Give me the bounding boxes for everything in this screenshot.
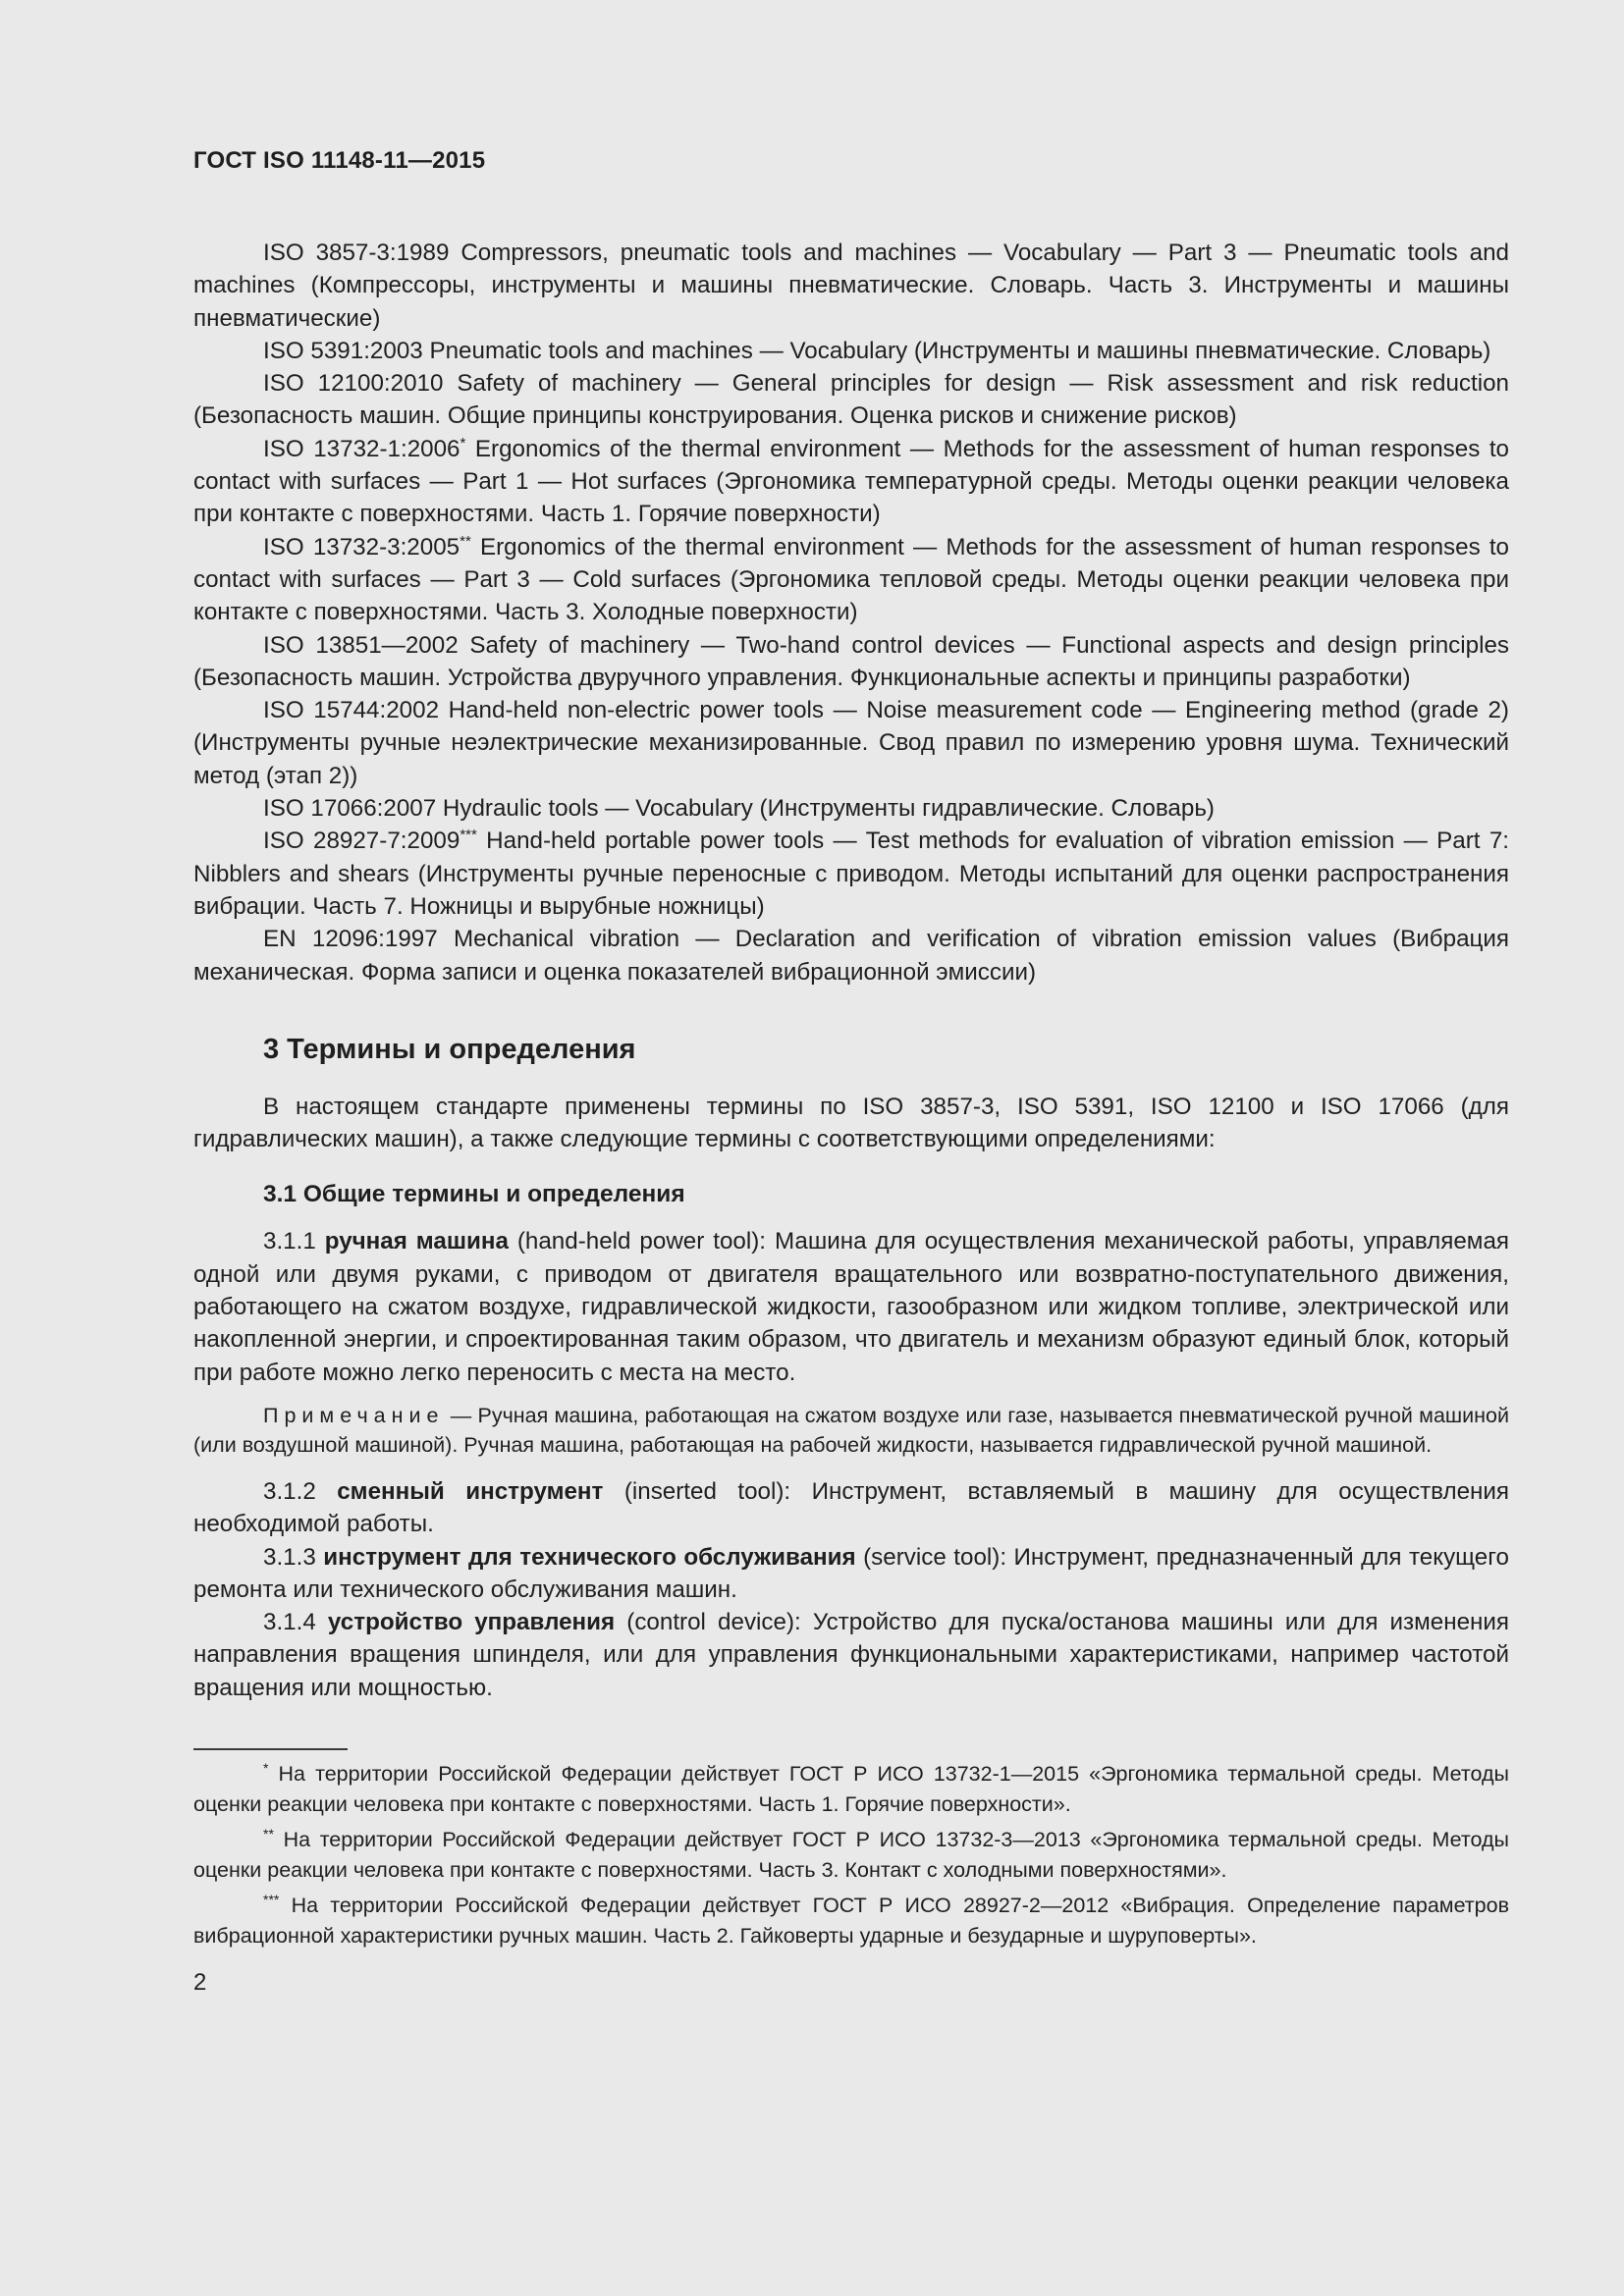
note-paragraph: Примечание — Ручная машина, работающая на сжатом воздухе или газе, называется пневматической ручной машиной (или воздушной машиной). Ручная машина, работающая на рабочей жидкости, называется гидравлической ручной машиной. [193, 1403, 1509, 1457]
reference-item: ISO 28927-7:2009*** Hand-held portable power tools — Test methods for evaluation of vibration emission — Part 7: Nibblers and shears (Инструменты ручные переносные с приводом. Методы испытаний для оценки распространения вибрации. Часть 7. Ножницы и вырубные ножницы) [193, 827, 1510, 920]
definitions-list [193, 1225, 1509, 1704]
note-label: Примечание [263, 1403, 445, 1427]
footnote-divider [193, 1748, 348, 1750]
reference-item: ISO 13851—2002 Safety of machinery — Two-hand control devices — Functional aspects and design principles (Безопасность машин. Устройства двуручного управления. Функциональные аспекты и принципы разработки) [193, 631, 1509, 691]
reference-item: ISO 13732-3:2005** Ergonomics of the thermal environment — Methods for the assessment of human responses to contact with surfaces — Part 3 — Cold surfaces (Эргономика тепловой среды. Методы оценки реакции человека при контакте с поверхностями. Часть 3. Холодные поверхности) [193, 532, 1509, 626]
section-heading: 3 Термины и определения [263, 1033, 636, 1065]
page-number: 2 [193, 1968, 207, 1996]
reference-item: ISO 17066:2007 Hydraulic tools — Vocabulary (Инструменты гидравлические. Словарь) [263, 795, 1215, 823]
definition-item: 3.1.1 ручная машина (hand-held power tool): Машина для осуществления механической работы, управляемая одной или двумя руками, с приводом от двигателя вращательного или возвратно-поступательного движения, работающего на сжатом воздухе, гидравлической жидкости, газообразном или жидком топливе, электрической или накопленной энергии, и спроектированная таким образом, что двигатель и механизм образуют единый блок, который при работе можно легко переносить с места на место. [193, 1228, 1509, 1386]
definition-term: инструмент для технического обслуживания [323, 1543, 856, 1571]
footnotes [193, 1759, 1509, 1951]
definition-term: ручная машина [324, 1228, 509, 1255]
definition-item: 3.1.4 устройство управления (control device): Устройство для пуска/останова машины или для изменения направления вращения шпинделя, или для управления функциональными характеристиками, например частотой вращения или мощностью. [193, 1609, 1509, 1701]
definition-item: 3.1.3 инструмент для технического обслуживания (service tool): Инструмент, предназначенный для текущего ремонта или технического обслуживания машин. [193, 1543, 1509, 1603]
reference-item: ISO 15744:2002 Hand-held non-electric power tools — Noise measurement code — Engineering method (grade 2) (Инструменты ручные неэлектрические механизированные. Свод правил по измерению уровня шума. Технический метод (этап 2)) [193, 697, 1509, 789]
reference-item: ISO 3857-3:1989 Compressors, pneumatic tools and machines — Vocabulary — Part 3 — Pneumatic tools and machines (Компрессоры, инструменты и машины пневматические. Словарь. Часть 3. Инструменты и машины пневматические) [193, 240, 1509, 332]
section-intro [193, 1091, 1509, 1156]
reference-item: EN 12096:1997 Mechanical vibration — Declaration and verification of vibration emission values (Вибрация механическая. Форма записи и оценка показателей вибрационной эмиссии) [193, 926, 1510, 986]
definition-term: устройство управления [327, 1609, 616, 1636]
reference-item: ISO 13732-1:2006* Ergonomics of the thermal environment — Methods for the assessment of human responses to contact with surfaces — Part 1 — Hot surfaces (Эргономика температурной среды. Методы оценки реакции человека при контакте с поверхностями. Часть 1. Горячие поверхности) [193, 434, 1510, 528]
definition-term: сменный инструмент [337, 1477, 604, 1505]
reference-item: ISO 5391:2003 Pneumatic tools and machines — Vocabulary (Инструменты и машины пневматические. Словарь) [263, 337, 1491, 364]
footnote-item: * На территории Российской Федерации действует ГОСТ Р ИСО 13732-1—2015 «Эргономика термальной среды. Методы оценки реакции человека при контакте с поверхностями. Часть 1. Горячие поверхности». [193, 1759, 1509, 1816]
footnote-item: ** На территории Российской Федерации действует ГОСТ Р ИСО 13732-3—2013 «Эргономика термальной среды. Методы оценки реакции человека при контакте с поверхностями. Часть 3. Контакт с холодными поверхностями». [193, 1825, 1509, 1882]
document-header: ГОСТ ISO 11148-11—2015 [193, 147, 486, 174]
reference-item: ISO 12100:2010 Safety of machinery — General principles for design — Risk assessment and risk reduction (Безопасность машин. Общие принципы конструирования. Оценка рисков и снижение рисков) [193, 370, 1509, 430]
subsection-heading: 3.1 Общие термины и определения [263, 1181, 685, 1208]
definition-item: 3.1.2 сменный инструмент (inserted tool): Инструмент, вставляемый в машину для осуществления необходимой работы. [193, 1477, 1509, 1538]
footnote-item: *** На территории Российской Федерации действует ГОСТ Р ИСО 28927-2—2012 «Вибрация. Определение параметров вибрационной характеристики ручных машин. Часть 2. Гайковерты ударные и безударные и шуруповерты». [193, 1891, 1509, 1948]
document-page [193, 147, 1509, 1997]
normative-references [193, 237, 1509, 988]
intro-paragraph: В настоящем стандарте применены термины по ISO 3857-3, ISO 5391, ISO 12100 и ISO 17066 (для гидравлических машин), а также следующие термины с соответствующими определениями: [193, 1093, 1509, 1153]
